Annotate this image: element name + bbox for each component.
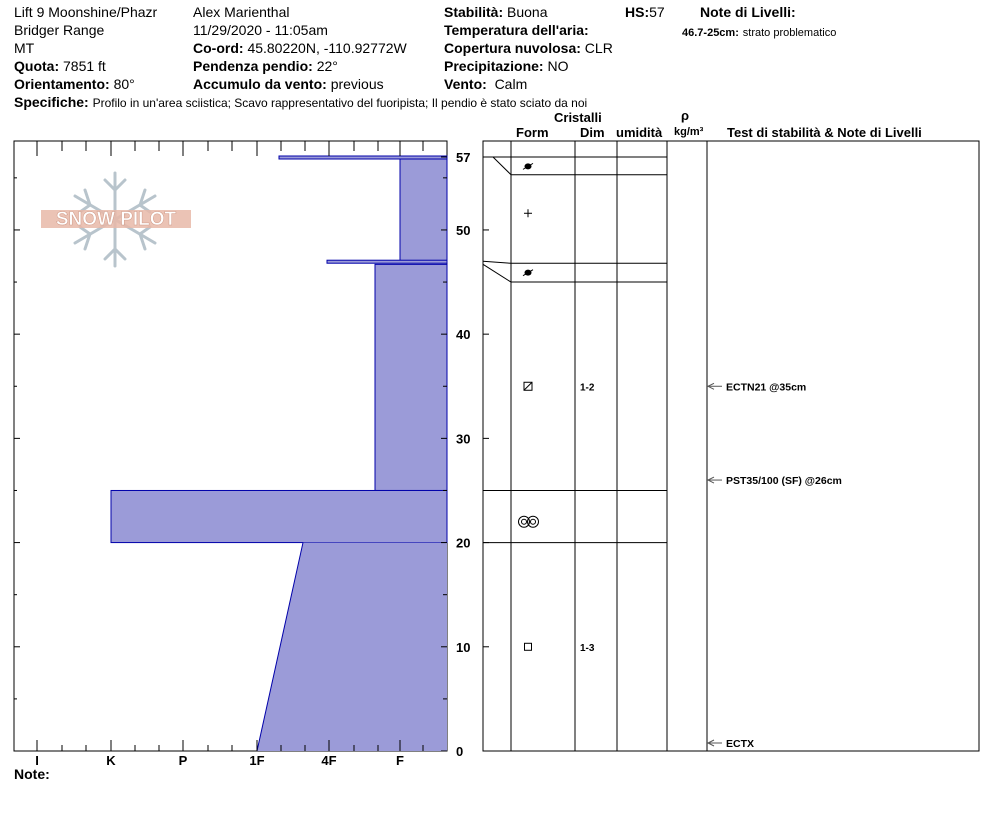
test-label: ECTX [726,738,755,750]
depth-label: 20 [456,535,471,551]
density-unit: kg/m³ [674,126,704,138]
crust-47 [327,260,447,263]
depth-label: 0 [456,744,464,759]
hardness-bar-25-46.7 [375,264,447,490]
depth-left-ticks [14,178,20,751]
range-name: Bridger Range [14,22,105,38]
stability-test [708,475,842,487]
slope-angle: Pendenza pendio: 22° [193,58,338,74]
layer-size: 1-3 [580,642,595,654]
hardness-top-ticks [37,141,423,156]
hardness-label: K [106,753,116,768]
snow-height: HS:57 [625,4,665,20]
precipitation: Precipitazione: NO [444,58,569,74]
new-snow-plus-icon [524,209,532,217]
cloud-cover: Copertura nuvolosa: CLR [444,40,613,56]
form-header: Form [516,125,549,140]
wind-loading: Accumulo da vento: previous [193,76,384,92]
layer-connector [483,157,511,175]
snowpilot-logo [41,173,191,266]
mixed-faceted-icon [524,382,532,390]
hardness-label: P [178,753,188,768]
hardness-profile [111,156,447,751]
hardness-bar-20-25 [111,490,447,542]
aspect: Orientamento: 80° [14,76,135,92]
layer-connector [483,261,511,263]
hardness-axis-labels [35,753,404,768]
melt-freeze-crust-icon [523,163,533,169]
moisture-header: umidità [616,125,663,140]
density-symbol: ρ [681,108,690,123]
depth-label: 50 [456,222,471,238]
hardness-label: F [396,753,404,768]
observer: Alex Marienthal [193,4,290,20]
crust-57 [279,156,447,159]
wind: Vento: Calm [444,76,528,92]
layer-note: 46.7-25cm: strato problematico [682,27,837,39]
depth-label: 30 [456,431,471,447]
logo-text: SNOW PILOT [55,209,177,230]
hardness-label: 1F [249,753,265,768]
melt-freeze-crust-icon [523,270,533,276]
elevation: Quota: 7851 ft [14,58,106,74]
location-name: Lift 9 Moonshine/Phazr [14,4,158,20]
tests-header: Test di stabilità & Note di Livelli [727,125,922,140]
size-header: Dim [580,125,605,140]
depth-axis-labels [441,150,489,759]
stability-tests [708,381,842,750]
depth-label: 40 [456,327,471,343]
layer-size: 1-2 [580,382,595,394]
faceted-square-icon [525,643,532,650]
layers-table-frame [483,141,979,751]
specifics: Specifiche: Profilo in un'area sciistica; Scavo rappresentativo del fuoripista; Il pendio è stato sciato da noi [14,94,588,110]
depth-label: 10 [456,639,471,655]
stability-test [708,738,754,750]
melt-forms-icon [519,516,539,527]
state-name: MT [14,40,35,56]
stability-test [708,381,806,393]
hardness-bar-0-20 [257,543,447,751]
depth-label: 57 [456,150,471,165]
hardness-bar-47-57 [400,157,447,261]
layer-notes-title: Note di Livelli: [700,4,796,20]
datetime: 11/29/2020 - 11:05am [193,22,328,38]
hardness-label: 4F [321,753,337,768]
stability: Stabilità: Buona [444,4,548,20]
test-label: PST35/100 (SF) @26cm [726,475,842,488]
hardness-label: I [35,753,39,768]
test-label: ECTN21 @35cm [726,381,807,394]
air-temperature: Temperatura dell'aria: [444,22,589,38]
layer-connector [483,264,511,282]
coordinates: Co-ord: 45.80220N, -110.92772W [193,40,407,56]
crystals-header: Cristalli [554,110,602,125]
notes-label: Note: [14,766,50,782]
